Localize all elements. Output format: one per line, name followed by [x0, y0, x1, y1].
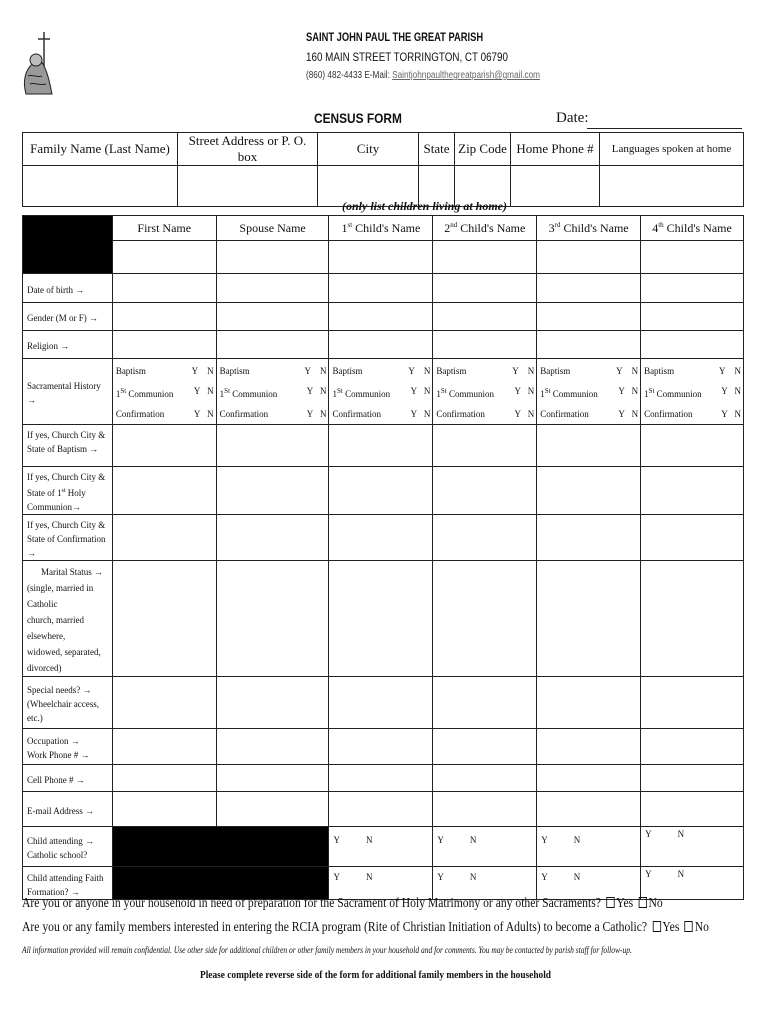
table-cell[interactable]: [537, 303, 641, 331]
table-cell[interactable]: [537, 561, 641, 677]
yes-no-cell[interactable]: Y N: [433, 867, 537, 900]
question-sacraments: Are you or anyone in your household in need of preparation for the Sacrament of Holy Matrimony or any other Sacraments? Yes No: [22, 896, 663, 911]
child-3-name-field[interactable]: [537, 241, 641, 274]
parish-contact: [306, 70, 540, 81]
table-cell[interactable]: [112, 792, 216, 827]
table-cell[interactable]: [216, 729, 329, 765]
members-table: [22, 215, 744, 900]
row-label-special-needs: Special needs? → (Wheelchair access, etc.): [23, 677, 113, 729]
table-cell[interactable]: [433, 274, 537, 303]
table-cell[interactable]: [112, 274, 216, 303]
table-cell[interactable]: [329, 729, 433, 765]
confidential-note: All information provided will remain confidential. Use other side for additional children or other family members in your household and for comments. You may be contacted by parish staff for follow-up.: [22, 946, 632, 956]
table-cell[interactable]: [329, 303, 433, 331]
table-cell[interactable]: [433, 677, 537, 729]
col-child-3: 3rd Child's Name: [537, 216, 641, 241]
table-cell[interactable]: [641, 274, 744, 303]
col-child-1: 1st Child's Name: [329, 216, 433, 241]
col-state: State: [419, 133, 455, 166]
table-cell[interactable]: [537, 729, 641, 765]
row-label-faith-formation: Child attending Faith Formation? →: [23, 867, 113, 900]
row-label-religion: Religion →: [23, 331, 113, 359]
table-cell[interactable]: [112, 561, 216, 677]
col-street-address: Street Address or P. O. box: [178, 133, 318, 166]
col-child-4: 4th Child's Name: [641, 216, 744, 241]
sacrament-cell[interactable]: Baptism Y N 1St Communion Y N Confirmation Y N: [433, 359, 537, 425]
table-cell[interactable]: [641, 765, 744, 792]
row-label-email: E-mail Address →: [23, 792, 113, 827]
child-4-name-field[interactable]: [641, 241, 744, 274]
table-cell[interactable]: [641, 425, 744, 467]
table-cell[interactable]: [537, 274, 641, 303]
table-cell[interactable]: [329, 467, 433, 515]
yes-no-cell[interactable]: Y N: [537, 827, 641, 867]
table-cell[interactable]: [329, 677, 433, 729]
table-cell[interactable]: [329, 792, 433, 827]
yes-no-cell[interactable]: Y N: [329, 827, 433, 867]
home-phone-field[interactable]: [511, 166, 600, 207]
table-cell[interactable]: [216, 303, 329, 331]
table-cell[interactable]: [112, 677, 216, 729]
sacrament-cell[interactable]: Baptism Y N 1St Communion Y N Confirmation Y N: [537, 359, 641, 425]
table-cell[interactable]: [216, 765, 329, 792]
date-label: Date:: [556, 110, 589, 126]
row-label-sacramental: Sacramental History →: [23, 359, 113, 425]
checkbox-no[interactable]: [639, 897, 647, 908]
table-cell[interactable]: [537, 765, 641, 792]
checkbox-yes[interactable]: [652, 921, 660, 932]
table-cell[interactable]: [433, 467, 537, 515]
table-cell[interactable]: [537, 331, 641, 359]
sacrament-cell[interactable]: Baptism Y N 1St Communion Y N Confirmation Y N: [216, 359, 329, 425]
sacrament-cell[interactable]: Baptism Y N 1St Communion Y N Confirmation Y N: [641, 359, 744, 425]
table-cell[interactable]: [329, 765, 433, 792]
parish-phone: (860) 482-4433 E-Mail:: [306, 70, 393, 81]
table-cell[interactable]: [641, 677, 744, 729]
row-label-communion-city: If yes, Church City & State of 1st Holy Communion→: [23, 467, 113, 515]
form-title: CENSUS FORM: [314, 110, 402, 126]
parish-email-link[interactable]: Saintjohnpaulthegreatparish@gmail.com: [392, 70, 540, 81]
row-label-catholic-school: Child attending → Catholic school?: [23, 827, 113, 867]
table-cell[interactable]: [329, 274, 433, 303]
col-languages: Languages spoken at home: [600, 133, 744, 166]
yes-no-cell[interactable]: Y N: [641, 867, 744, 900]
row-label-marital-status: Marital Status → (single, married in Catholic church, married elsewhere, widowed, separated, divorced): [23, 561, 113, 677]
table-cell[interactable]: [433, 765, 537, 792]
table-cell[interactable]: [216, 792, 329, 827]
table-cell[interactable]: [537, 425, 641, 467]
row-label-baptism-city: If yes, Church City & State of Baptism →: [23, 425, 113, 467]
col-child-2: 2nd Child's Name: [433, 216, 537, 241]
row-label-occupation: Occupation → Work Phone # →: [23, 729, 113, 765]
table-cell[interactable]: [537, 467, 641, 515]
table-cell[interactable]: [112, 425, 216, 467]
yes-no-cell[interactable]: Y N: [641, 827, 744, 867]
table-cell[interactable]: [112, 765, 216, 792]
table-cell[interactable]: [216, 331, 329, 359]
table-cell[interactable]: [433, 425, 537, 467]
blank-adult-cell: [112, 827, 329, 867]
yes-no-cell[interactable]: Y N: [537, 867, 641, 900]
parish-name: SAINT JOHN PAUL THE GREAT PARISH: [306, 30, 484, 44]
table-cell[interactable]: [216, 425, 329, 467]
table-cell[interactable]: [216, 561, 329, 677]
col-family-name: Family Name (Last Name): [23, 133, 178, 166]
table-cell[interactable]: [329, 561, 433, 677]
table-cell[interactable]: [112, 515, 216, 561]
row-label-dob: Date of birth →: [23, 274, 113, 303]
yes-no-cell[interactable]: Y N: [329, 867, 433, 900]
sacrament-cell[interactable]: Baptism Y N 1St Communion Y N Confirmation Y N: [112, 359, 216, 425]
table-cell[interactable]: [433, 303, 537, 331]
date-field[interactable]: [587, 128, 742, 129]
table-cell[interactable]: [329, 515, 433, 561]
table-cell[interactable]: [216, 274, 329, 303]
spouse-name-field[interactable]: [216, 241, 329, 274]
table-cell[interactable]: [433, 515, 537, 561]
table-cell[interactable]: [433, 561, 537, 677]
table-cell[interactable]: [433, 792, 537, 827]
table-cell[interactable]: [537, 515, 641, 561]
street-address-field[interactable]: [178, 166, 318, 207]
table-cell[interactable]: [216, 515, 329, 561]
family-name-field[interactable]: [23, 166, 178, 207]
table-cell[interactable]: [641, 331, 744, 359]
table-cell[interactable]: [641, 729, 744, 765]
col-spouse-name: Spouse Name: [216, 216, 329, 241]
parish-logo: [16, 30, 60, 96]
table-cell[interactable]: [641, 561, 744, 677]
sacrament-cell[interactable]: Baptism Y N 1St Communion Y N Confirmation Y N: [329, 359, 433, 425]
child-2-name-field[interactable]: [433, 241, 537, 274]
table-cell[interactable]: [216, 677, 329, 729]
table-cell[interactable]: [112, 303, 216, 331]
table-cell[interactable]: [641, 467, 744, 515]
col-first-name: First Name: [112, 216, 216, 241]
table-cell[interactable]: [112, 331, 216, 359]
blank-corner: [23, 216, 113, 274]
family-info-table: [22, 132, 744, 207]
child-1-name-field[interactable]: [329, 241, 433, 274]
row-label-cell-phone: Cell Phone # →: [23, 765, 113, 792]
languages-field[interactable]: [600, 166, 744, 207]
row-label-confirmation-city: If yes, Church City & State of Confirmation →: [23, 515, 113, 561]
checkbox-no[interactable]: [685, 921, 693, 932]
table-cell[interactable]: [537, 677, 641, 729]
parish-address: 160 MAIN STREET TORRINGTON, CT 06790: [306, 50, 508, 64]
table-cell[interactable]: [433, 729, 537, 765]
table-cell[interactable]: [641, 303, 744, 331]
checkbox-yes[interactable]: [606, 897, 614, 908]
table-cell[interactable]: [216, 467, 329, 515]
yes-no-cell[interactable]: Y N: [433, 827, 537, 867]
table-cell[interactable]: [329, 331, 433, 359]
table-cell[interactable]: [329, 425, 433, 467]
table-cell[interactable]: [112, 729, 216, 765]
first-name-field[interactable]: [112, 241, 216, 274]
table-cell[interactable]: [433, 331, 537, 359]
table-cell[interactable]: [537, 792, 641, 827]
row-label-gender: Gender (M or F) →: [23, 303, 113, 331]
question-rcia: Are you or any family members interested in entering the RCIA program (Rite of Christian Initiation of Adults) to become a Catholic? Yes No: [22, 920, 709, 935]
reverse-side-note: Please complete reverse side of the form for additional family members in the household: [200, 969, 552, 981]
col-zip: Zip Code: [455, 133, 511, 166]
table-cell[interactable]: [641, 515, 744, 561]
col-city: City: [318, 133, 419, 166]
blank-adult-cell: [112, 867, 329, 900]
children-note: (only list children living at home): [342, 199, 508, 213]
col-home-phone: Home Phone #: [511, 133, 600, 166]
table-cell[interactable]: [641, 792, 744, 827]
table-cell[interactable]: [112, 467, 216, 515]
